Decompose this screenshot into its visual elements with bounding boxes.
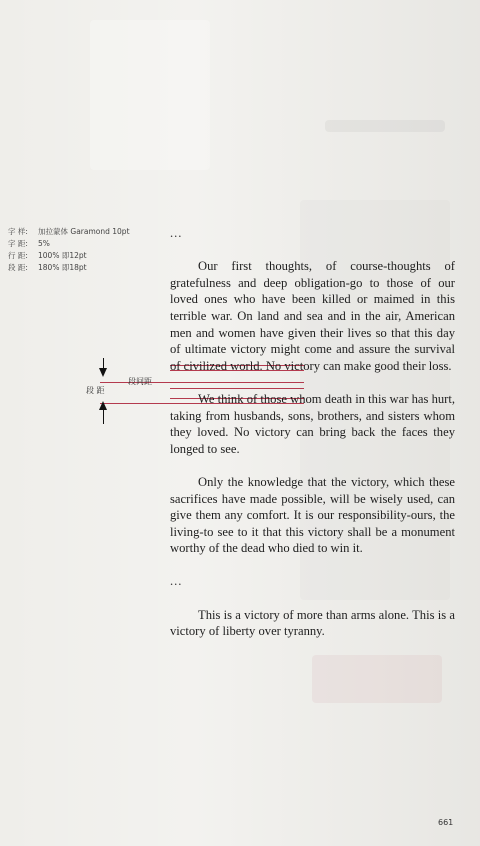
paper-highlight [90,20,210,170]
show-through-text [325,120,445,132]
arrow-up-head-icon [99,401,107,410]
spec-leading [8,250,130,262]
show-through-stamp [312,655,442,703]
spec-value: 100% 即12pt [38,251,87,260]
spec-label: 字 样: [8,227,28,236]
spec-value: 180% 即18pt [38,263,87,272]
spec-label: 字 距: [8,239,28,248]
spec-label: 段 距: [8,263,28,272]
paragraph-gap-label: 段间距 [128,377,152,386]
ellipsis-mid: ... [170,574,183,589]
typography-spec [8,226,130,274]
paragraph-2: We think of those whom death in this war has hurt, taking from husbands, sons, brothers, and sisters whom they loved. No victory can bring back the faces they longed to see. [170,391,455,456]
spec-label: 行 距: [8,251,28,260]
paragraph-3: Only the knowledge that the victory, which these sacrifices have made possible, will be wisely used, can give them any comfort. It is our responsibility-ours, the living-to see to it that this victory shall be a monument worthy of the dead who died to win it. [170,474,455,556]
page-number: 661 [438,818,454,827]
ellipsis-top: ... [170,226,183,240]
spec-tracking [8,238,130,250]
paragraph-4: This is a victory of more than arms alone. This is a victory of liberty over tyranny. [170,607,455,639]
arrow-down-head-icon [99,368,107,377]
spec-typeface [8,226,130,238]
paragraph-1: Our first thoughts, of course-thoughts of gratefulness and deep obligation-go to those of our loved ones who have been killed or maimed in this terrible war. On land and sea and in the air, American men and women have given their lives so that this day of ultimate victory might come and assure the survival of civilized world. No victory can make good their loss. [170,259,455,373]
spec-value: 5% [38,239,50,248]
paragraph-spacing-label: 段 距 [86,386,105,395]
spec-paragraph-spacing [8,262,130,274]
body-text [170,225,455,640]
spec-value: 加拉蒙体 Garamond 10pt [38,227,130,236]
